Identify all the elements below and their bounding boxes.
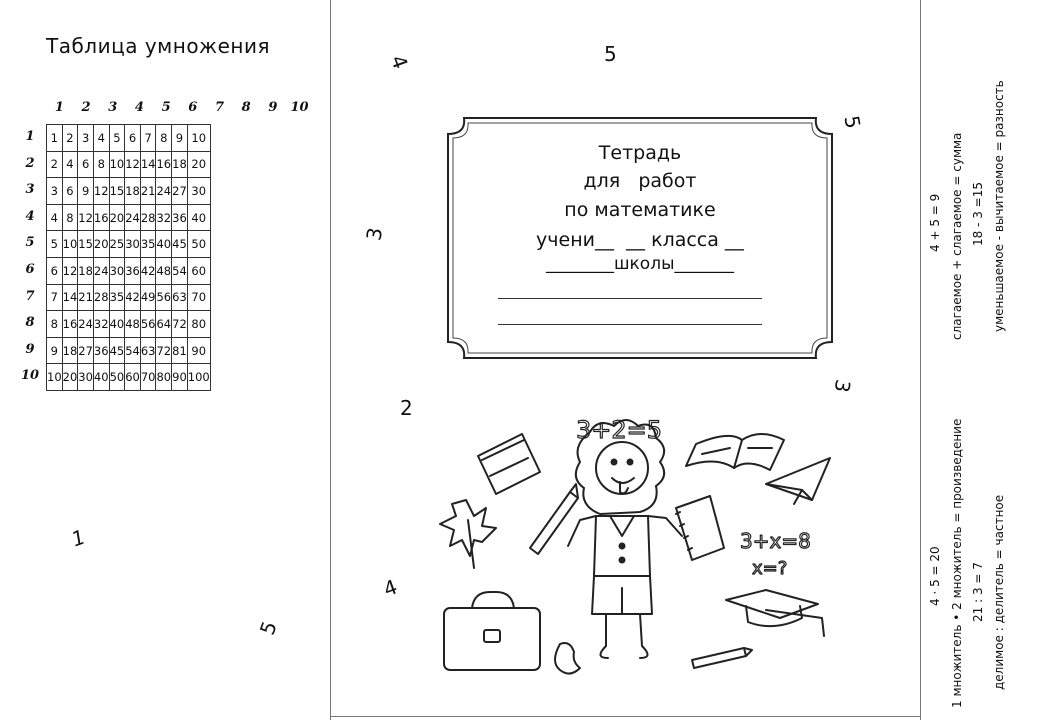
rule-subtraction-example: 18 - 3 =15 xyxy=(971,181,985,246)
table-cell: 36 xyxy=(93,337,109,364)
cover-title-line: учени__ __ класса __ xyxy=(536,229,744,251)
maple-leaf-icon xyxy=(440,500,496,568)
table-cell: 24 xyxy=(78,311,94,338)
table-cell: 64 xyxy=(156,311,172,338)
table-cell: 9 xyxy=(78,178,94,205)
table-cell: 6 xyxy=(47,257,63,284)
table-cell: 3 xyxy=(78,125,94,152)
table-cell: 10 xyxy=(109,151,125,178)
table-cell: 90 xyxy=(172,364,188,391)
column-header: 8 xyxy=(241,100,251,115)
table-cell: 49 xyxy=(140,284,156,311)
table-cell: 12 xyxy=(62,257,78,284)
table-cell: 15 xyxy=(78,231,94,258)
table-cell: 48 xyxy=(125,311,141,338)
table-cell: 80 xyxy=(156,364,172,391)
table-cell: 14 xyxy=(62,284,78,311)
row-header: 9 xyxy=(25,341,35,357)
table-cell: 20 xyxy=(93,231,109,258)
table-cell: 24 xyxy=(156,178,172,205)
table-row xyxy=(47,284,211,311)
table-column-headers xyxy=(46,100,313,115)
rule-subtraction-terms: уменьшаемое - вычитаемое = разность xyxy=(992,80,1006,332)
table-cell: 21 xyxy=(78,284,94,311)
table-cell: 40 xyxy=(93,364,109,391)
table-cell: 90 xyxy=(187,337,210,364)
table-cell: 80 xyxy=(187,311,210,338)
table-row xyxy=(47,337,211,364)
table-cell: 36 xyxy=(172,204,188,231)
table-cell: 8 xyxy=(156,125,172,152)
table-cell: 24 xyxy=(93,257,109,284)
spiral-notebook-icon xyxy=(676,496,724,560)
table-row xyxy=(47,231,211,258)
table-cell: 50 xyxy=(109,364,125,391)
floating-number: 3 xyxy=(361,225,388,243)
pencil-icon xyxy=(692,648,752,668)
cover-blank-line xyxy=(498,324,762,325)
rule-multiplication-example: 4 · 5 = 20 xyxy=(928,546,942,606)
schoolboy-illustration xyxy=(430,396,850,696)
rule-division-terms: делимое : делитель = частное xyxy=(992,494,1006,690)
table-cell: 5 xyxy=(109,125,125,152)
floating-number: 5 xyxy=(254,617,282,639)
row-header: 3 xyxy=(25,182,35,198)
table-cell: 14 xyxy=(140,151,156,178)
table-cell: 10 xyxy=(187,125,210,152)
graduation-cap-icon xyxy=(726,590,824,636)
paper-plane-icon xyxy=(766,458,830,504)
column-header: 2 xyxy=(81,100,91,115)
table-cell: 63 xyxy=(172,284,188,311)
table-cell: 6 xyxy=(78,151,94,178)
table-cell: 5 xyxy=(47,231,63,258)
table-row xyxy=(47,311,211,338)
cover-title-line: по математике xyxy=(564,199,716,221)
table-cell: 36 xyxy=(125,257,141,284)
row-header: 5 xyxy=(25,235,35,251)
row-header: 10 xyxy=(20,368,40,384)
column-header: 1 xyxy=(54,100,64,115)
table-cell: 16 xyxy=(156,151,172,178)
floating-number: 5 xyxy=(839,113,866,131)
table-cell: 10 xyxy=(62,231,78,258)
table-cell: 30 xyxy=(187,178,210,205)
row-header: 8 xyxy=(25,315,35,331)
table-cell: 56 xyxy=(156,284,172,311)
table-cell: 50 xyxy=(187,231,210,258)
table-cell: 40 xyxy=(187,204,210,231)
cover-title-line: ________школы_______ xyxy=(545,254,734,274)
boy-figure xyxy=(568,420,682,658)
table-cell: 7 xyxy=(140,125,156,152)
table-cell: 3 xyxy=(47,178,63,205)
rule-addition-example: 4 + 5 = 9 xyxy=(928,193,942,252)
table-cell: 16 xyxy=(93,204,109,231)
table-cell: 72 xyxy=(156,337,172,364)
table-cell: 35 xyxy=(140,231,156,258)
table-row xyxy=(47,204,211,231)
equation-text: 3+2=5 xyxy=(576,416,663,444)
table-row-headers xyxy=(18,124,42,390)
table-cell: 10 xyxy=(47,364,63,391)
table-cell: 35 xyxy=(109,284,125,311)
multiplication-table-title: Таблица умножения xyxy=(46,34,270,58)
table-cell: 42 xyxy=(140,257,156,284)
table-cell: 70 xyxy=(187,284,210,311)
table-row xyxy=(47,151,211,178)
fold-line-left xyxy=(330,0,331,720)
table-cell: 27 xyxy=(172,178,188,205)
table-cell: 20 xyxy=(109,204,125,231)
cover-title-line: для работ xyxy=(583,170,697,192)
table-cell: 28 xyxy=(93,284,109,311)
table-row xyxy=(47,257,211,284)
cover-bottom-edge xyxy=(330,716,921,717)
table-cell: 70 xyxy=(140,364,156,391)
briefcase-icon xyxy=(444,592,540,670)
floating-number: 2 xyxy=(400,396,413,420)
table-cell: 8 xyxy=(93,151,109,178)
table-cell: 28 xyxy=(140,204,156,231)
table-cell: 54 xyxy=(125,337,141,364)
table-cell: 20 xyxy=(62,364,78,391)
table-cell: 12 xyxy=(93,178,109,205)
table-cell: 48 xyxy=(156,257,172,284)
notebook-icon xyxy=(478,434,540,494)
table-cell: 24 xyxy=(125,204,141,231)
table-cell: 6 xyxy=(62,178,78,205)
table-cell: 30 xyxy=(125,231,141,258)
table-cell: 56 xyxy=(140,311,156,338)
table-cell: 32 xyxy=(93,311,109,338)
table-cell: 4 xyxy=(93,125,109,152)
equation-text: x=? xyxy=(752,558,788,579)
table-cell: 63 xyxy=(140,337,156,364)
row-header: 6 xyxy=(25,261,35,277)
cover-blank-line xyxy=(498,298,762,299)
table-cell: 12 xyxy=(78,204,94,231)
floating-number: 4 xyxy=(385,51,413,73)
floating-number: 4 xyxy=(380,574,401,602)
table-cell: 45 xyxy=(109,337,125,364)
table-cell: 60 xyxy=(187,257,210,284)
table-cell: 30 xyxy=(78,364,94,391)
table-cell: 21 xyxy=(140,178,156,205)
table-cell: 2 xyxy=(47,151,63,178)
table-cell: 20 xyxy=(187,151,210,178)
table-cell: 40 xyxy=(109,311,125,338)
row-header: 4 xyxy=(25,208,35,224)
table-row xyxy=(47,178,211,205)
table-cell: 81 xyxy=(172,337,188,364)
equation-text: 3+x=8 xyxy=(740,529,811,553)
column-header: 6 xyxy=(188,100,198,115)
table-cell: 18 xyxy=(62,337,78,364)
table-cell: 12 xyxy=(125,151,141,178)
pencil-icon xyxy=(530,484,578,554)
table-cell: 4 xyxy=(62,151,78,178)
table-cell: 45 xyxy=(172,231,188,258)
open-book-icon xyxy=(686,434,784,470)
table-cell: 18 xyxy=(78,257,94,284)
table-cell: 30 xyxy=(109,257,125,284)
table-cell: 32 xyxy=(156,204,172,231)
column-header: 10 xyxy=(290,100,309,115)
row-header: 2 xyxy=(25,155,35,171)
table-cell: 25 xyxy=(109,231,125,258)
multiplication-grid xyxy=(46,124,211,391)
column-header: 5 xyxy=(161,100,171,115)
column-header: 9 xyxy=(268,100,278,115)
cover-title-line: Тетрадь xyxy=(598,142,682,164)
rule-division-example: 21 : 3 = 7 xyxy=(971,562,985,622)
table-cell: 9 xyxy=(172,125,188,152)
rule-multiplication-terms: 1 множитель • 2 множитель = произведение xyxy=(950,418,964,708)
table-row xyxy=(47,364,211,391)
table-cell: 60 xyxy=(125,364,141,391)
row-header: 7 xyxy=(25,288,35,304)
table-cell: 8 xyxy=(47,311,63,338)
table-cell: 15 xyxy=(109,178,125,205)
table-cell: 4 xyxy=(47,204,63,231)
table-cell: 6 xyxy=(125,125,141,152)
table-cell: 40 xyxy=(156,231,172,258)
table-cell: 27 xyxy=(78,337,94,364)
table-cell: 18 xyxy=(125,178,141,205)
table-cell: 9 xyxy=(47,337,63,364)
table-cell: 18 xyxy=(172,151,188,178)
apple-core-icon xyxy=(555,643,580,674)
table-cell: 7 xyxy=(47,284,63,311)
table-cell: 2 xyxy=(62,125,78,152)
row-header: 1 xyxy=(25,129,35,144)
rule-addition-terms: слагаемое + слагаемое = сумма xyxy=(950,132,964,340)
table-cell: 42 xyxy=(125,284,141,311)
table-row xyxy=(47,125,211,152)
table-cell: 72 xyxy=(172,311,188,338)
table-cell: 100 xyxy=(187,364,210,391)
table-cell: 1 xyxy=(47,125,63,152)
floating-number: 5 xyxy=(604,42,617,66)
column-header: 4 xyxy=(134,100,144,115)
column-header: 3 xyxy=(108,100,118,115)
table-cell: 54 xyxy=(172,257,188,284)
column-header: 7 xyxy=(214,100,224,115)
fold-line-right xyxy=(920,0,921,720)
table-cell: 8 xyxy=(62,204,78,231)
floating-number: 1 xyxy=(68,524,89,552)
table-cell: 16 xyxy=(62,311,78,338)
floating-number: 3 xyxy=(829,377,856,395)
